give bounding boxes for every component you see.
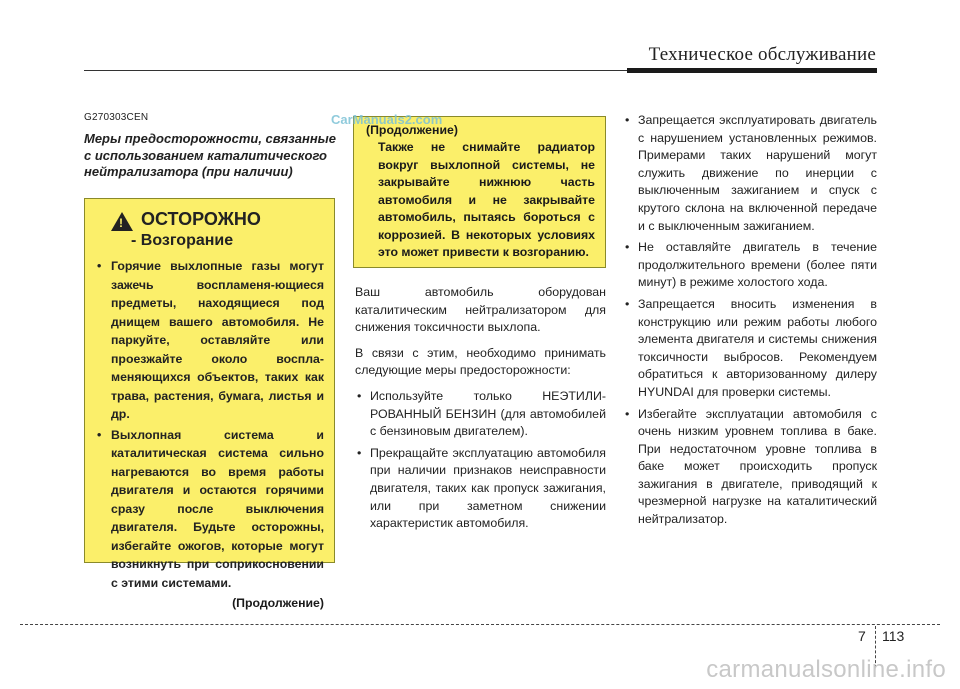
warning-subtitle: - Возгорание [131,232,234,249]
list-item: • Запрещается эксплуатировать двигатель с нарушением установленных режимов. Примерами таких нарушений могут служить движение по инерции с выключенным зажиганием и спуск с крутого склона на включенной передаче и с выключенным зажиганием. [623,112,877,235]
warning-title: ОСТОРОЖНО [141,209,261,229]
warning-list [97,257,324,592]
list-item: • Прекращайте эксплуатацию автомобиля при наличии признаков неисправности двигателя, таких как пропуск зажигания, или при заметном снижении характеристик автомобиля. [355,445,606,533]
warning-continued-text: Также не снимайте радиатор вокруг выхлопной системы, не закрывайте нижнюю часть автомобиля и не закрывайте автомобиль, пытаясь бороться с коррозией. В некоторых условиях это может привести к возгоранию. [378,140,595,259]
warning-item: • Выхлопная система и каталитическая система сильно нагреваются во время работы двигателя и остаются горячими сразу после выключения двигателя. Будьте осторожны, избегайте ожогов, которые могут возникнуть при соприкосновении с этими системами. [97,426,324,593]
chapter-number: 7 [858,628,866,644]
warning-header [97,209,324,231]
body-paragraph: В связи с этим, необходимо принимать следующие меры предосторожности: [355,345,606,378]
list-item: • Используйте только НЕЭТИЛИ-РОВАННЫЙ БЕНЗИН (для автомобилей с бензиновым двигателем). [355,388,606,441]
page-number: 113 [882,628,905,644]
header-rule-accent [627,68,877,73]
middle-column [355,284,606,537]
list-item: • Запрещается вносить изменения в конструкцию или режим работы любого элемента двигателя и системы снижения токсичности выбросов. Рекомендуем обратиться к авторизованному дилеру HYUNDAI для проверки системы. [623,296,877,402]
right-column [623,112,877,533]
list-item: • Не оставляйте двигатель в течение продолжительного времени (более пяти минут) в режиме холостого хода. [623,239,877,292]
section-heading: Меры предосторожности, связанные с использованием каталитического нейтрализатора (при наличии) [84,131,337,179]
warning-triangle-icon [111,212,133,231]
page-header-title: Техническое обслуживание [648,44,876,65]
warning-box [84,198,335,610]
precaution-list-right [623,112,877,529]
warning-continued-label: (Продолжение) [366,123,458,137]
watermark-top: CarManuals2.com [331,112,443,127]
precaution-list [355,388,606,533]
body-paragraph: Ваш автомобиль оборудован каталитическим нейтрализатором для снижения токсичности выхлопа. [355,285,606,335]
warning-continued-box [353,116,606,268]
list-item: • Избегайте эксплуатации автомобиля с очень низким уровнем топлива в баке. При недостаточном уровне топлива в баке может происходить пропуск зажигания в двигателе, приводящий к чрезмерной нагрузке на каталитический нейтрализатор. [623,406,877,529]
watermark-bottom: carmanualsonline.info [706,656,946,683]
footer-rule [20,624,940,625]
section-code: G270303CEN [84,112,149,123]
warning-item: • Горячие выхлопные газы могут зажечь воспламеня-ющиеся предметы, находящиеся под днищем вашего автомобиля. Не паркуйте, оставляйте или проезжайте около воспла-меняющихся объектов, таких как трава, растения, бумага, листья и др. [97,257,324,424]
left-column [84,112,336,181]
warning-continued: (Продолжение) [232,596,324,610]
